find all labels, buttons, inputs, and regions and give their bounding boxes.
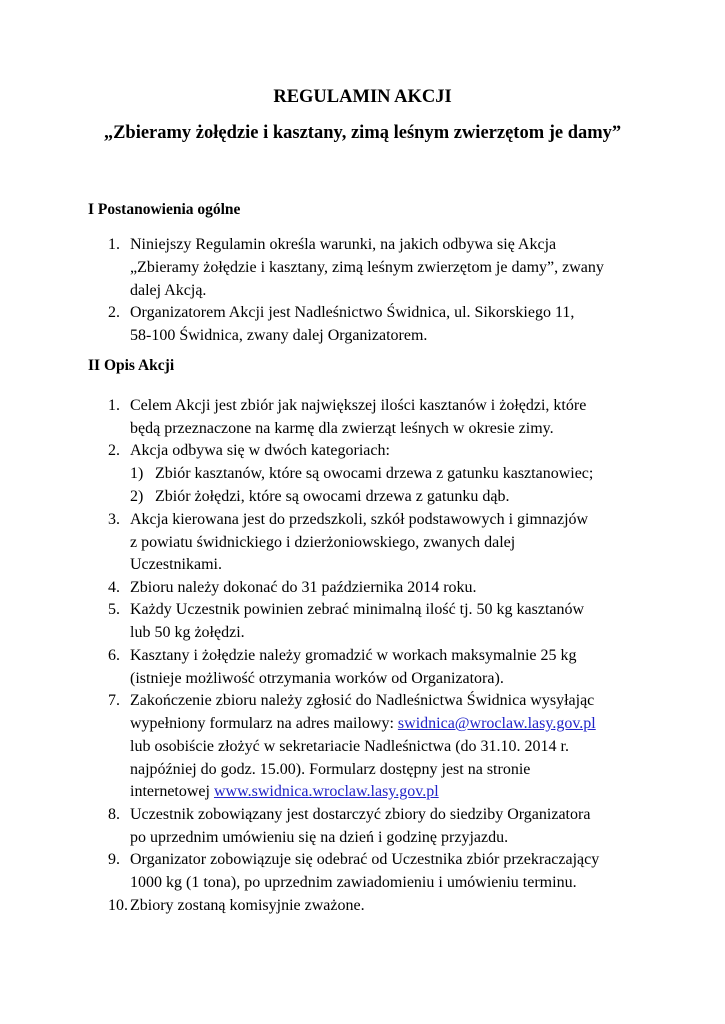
list-item-text: z powiatu świdnickiego i dzierżoniowskiego, zwanych dalej bbox=[130, 534, 516, 551]
list-item-text: lub osobiście złożyć w sekretariacie Nadleśnictwa (do 31.10. 2014 r. bbox=[130, 738, 569, 755]
list-item-text: Kasztany i żołędzie należy gromadzić w workach maksymalnie 25 kg bbox=[130, 647, 577, 664]
list-item-text: Niniejszy Regulamin określa warunki, na jakich odbywa się Akcja bbox=[130, 236, 557, 253]
document-subtitle: „Zbieramy żołędzie i kasztany, zimą leśnym zwierzętom je damy” bbox=[103, 123, 622, 143]
list-item-text: Akcja odbywa się w dwóch kategoriach: bbox=[130, 442, 390, 459]
list-item-text: Każdy Uczestnik powinien zebrać minimalną ilość tj. 50 kg kasztanów bbox=[130, 601, 585, 618]
list-item-text: Uczestnik zobowiązany jest dostarczyć zbiory do siedziby Organizatora bbox=[130, 806, 591, 823]
list-item-text: Zbiory zostaną komisyjnie zważone. bbox=[130, 897, 365, 914]
list-number: 5. bbox=[108, 601, 120, 618]
list-item-text: 58-100 Świdnica, zwany dalej Organizatorem. bbox=[130, 327, 428, 344]
list-item-text: Celem Akcji jest zbiór jak największej ilości kasztanów i żołędzi, które bbox=[130, 397, 587, 414]
list-item-text: (istnieje możliwość otrzymania worków od Organizatora). bbox=[130, 670, 504, 687]
list-number: 2. bbox=[108, 442, 120, 459]
list-item-text: najpóźniej do godz. 15.00). Formularz dostępny jest na stronie bbox=[130, 761, 531, 778]
list-item-text-prefix: internetowej bbox=[130, 783, 214, 800]
section-heading-general: I Postanowienia ogólne bbox=[88, 201, 241, 218]
list-number: 4. bbox=[108, 579, 120, 596]
website-link[interactable]: www.swidnica.wroclaw.lasy.gov.pl bbox=[213, 783, 439, 800]
sublist-item-text: Zbiór żołędzi, które są owocami drzewa z gatunku dąb. bbox=[155, 488, 510, 505]
section-heading-description: II Opis Akcji bbox=[88, 357, 175, 374]
document-title: REGULAMIN AKCJI bbox=[273, 87, 452, 107]
list-number: 1. bbox=[108, 236, 120, 253]
sublist-number: 2) bbox=[130, 488, 144, 505]
list-item-text: Zakończenie zbioru należy zgłosić do Nadleśnictwa Świdnica wysyłając bbox=[130, 692, 595, 709]
list-item-text: Akcja kierowana jest do przedszkoli, szkół podstawowych i gimnazjów bbox=[130, 511, 589, 528]
sublist-number: 1) bbox=[130, 465, 144, 482]
sublist-item-text: Zbiór kasztanów, które są owocami drzewa z gatunku kasztanowiec; bbox=[155, 465, 594, 482]
list-number: 6. bbox=[108, 647, 120, 664]
list-item-text: lub 50 kg żołędzi. bbox=[130, 624, 245, 641]
list-item-text: dalej Akcją. bbox=[130, 282, 207, 299]
list-number: 3. bbox=[108, 511, 120, 528]
list-item-text-prefix: wypełniony formularz na adres mailowy: bbox=[130, 715, 398, 732]
list-item-text: będą przeznaczone na karmę dla zwierząt leśnych w okresie zimy. bbox=[130, 420, 554, 437]
list-number: 8. bbox=[108, 806, 120, 823]
list-item-text: po uprzednim umówieniu się na dzień i godzinę przyjazdu. bbox=[130, 829, 509, 846]
email-link[interactable]: swidnica@wroclaw.lasy.gov.pl bbox=[397, 715, 596, 732]
list-number: 2. bbox=[108, 304, 120, 321]
list-number: 9. bbox=[108, 851, 120, 868]
list-item-text: Zbioru należy dokonać do 31 października 2014 roku. bbox=[130, 579, 477, 596]
list-item-text: 1000 kg (1 tona), po uprzednim zawiadomieniu i umówieniu terminu. bbox=[130, 874, 577, 891]
list-number: 7. bbox=[108, 692, 120, 709]
list-number: 10. bbox=[108, 897, 128, 914]
list-number: 1. bbox=[108, 397, 120, 414]
list-item-text: Organizatorem Akcji jest Nadleśnictwo Świdnica, ul. Sikorskiego 11, bbox=[130, 304, 575, 321]
list-item-text: Uczestnikami. bbox=[130, 556, 222, 573]
list-item-text: Organizator zobowiązuje się odebrać od Uczestnika zbiór przekraczający bbox=[130, 851, 600, 868]
list-item-text: „Zbieramy żołędzie i kasztany, zimą leśnym zwierzętom je damy”, zwany bbox=[130, 259, 604, 276]
list-item-text bbox=[130, 714, 596, 734]
list-item-text bbox=[130, 782, 439, 802]
